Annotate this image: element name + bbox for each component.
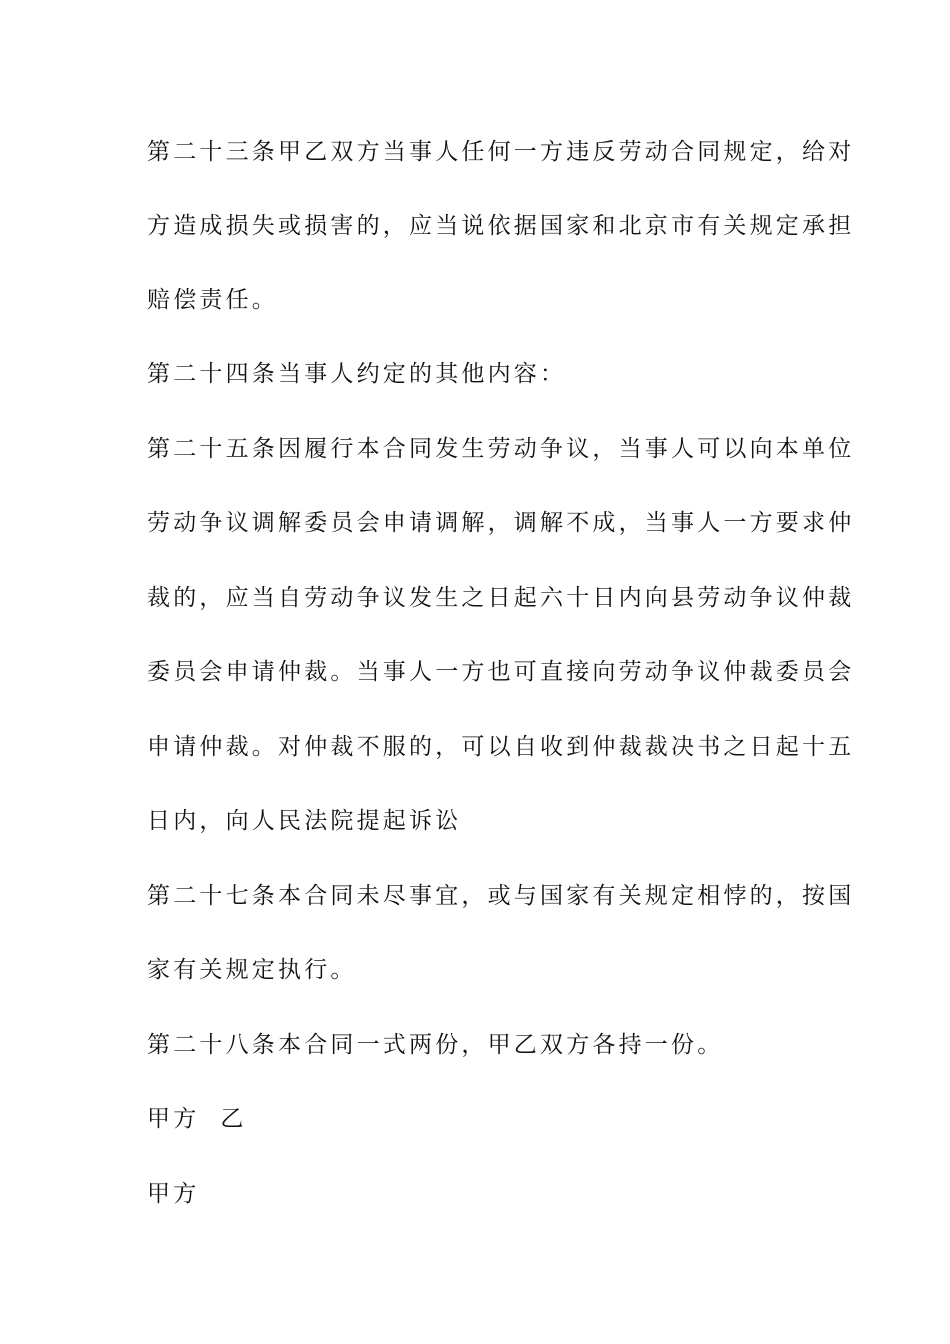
article-23-line-2: 方造成损失或损害的，应当说依据国家和北京市有关规定承担 [147,213,855,239]
article-25-line-1: 第二十五条因履行本合同发生劳动争议，当事人可以向本单位 [147,436,855,462]
signature-party-a: 甲方 [147,1181,200,1207]
signature-party-line: 甲方 乙 [147,1106,247,1132]
article-27-line-1: 第二十七条本合同未尽事宜，或与国家有关规定相悖的，按国 [147,883,855,909]
article-27-line-2: 家有关规定执行。 [147,957,357,983]
article-25-line-4: 委员会申请仲裁。当事人一方也可直接向劳动争议仲裁委员会 [147,659,855,685]
article-24-line-1: 第二十四条当事人约定的其他内容： [147,361,567,387]
article-23-line-1: 第二十三条甲乙双方当事人任何一方违反劳动合同规定，给对 [147,139,855,165]
article-25-line-6: 日内，向人民法院提起诉讼 [147,808,462,834]
article-23-line-3: 赔偿责任。 [147,287,278,313]
article-25-line-2: 劳动争议调解委员会申请调解，调解不成，当事人一方要求仲 [147,510,855,536]
article-25-line-5: 申请仲裁。对仲裁不服的，可以自收到仲裁裁决书之日起十五 [147,734,855,760]
article-28-line-1: 第二十八条本合同一式两份，甲乙双方各持一份。 [147,1032,724,1058]
article-25-line-3: 裁的，应当自劳动争议发生之日起六十日内向县劳动争议仲裁 [147,585,855,611]
